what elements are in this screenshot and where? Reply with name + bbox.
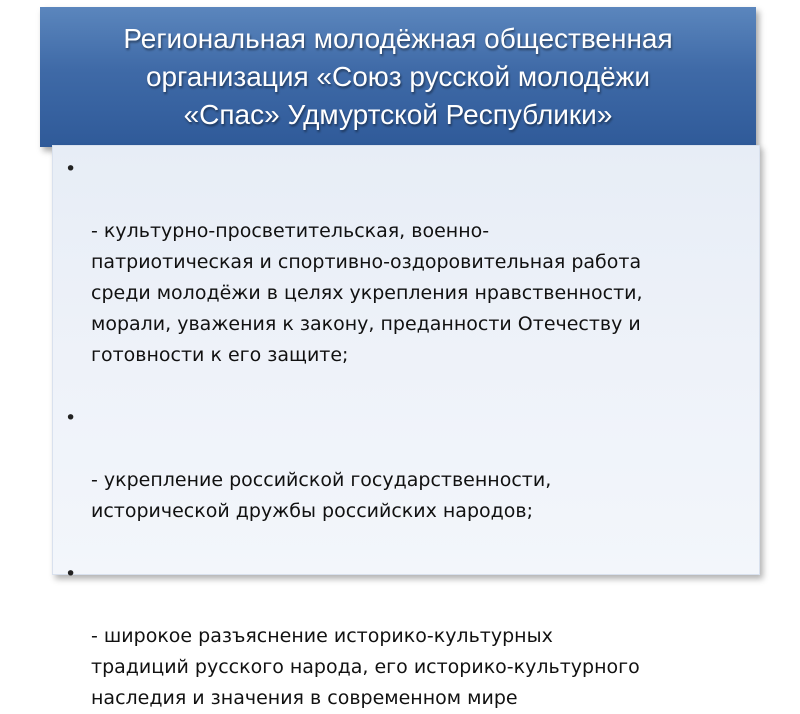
bullet-icon: • xyxy=(65,158,77,180)
bullet-text: - укрепление российской государственности, исторической дружбы российских народов; xyxy=(91,469,552,522)
bullet-text: - культурно-просветительская, военно- патриотическая и спортивно-оздоровительная работа среди молодёжи в целях укрепления нравственности, морали, уважения к закону, преданности Отечеству и готовности к его защите; xyxy=(91,220,643,366)
bullet-text: - широкое разъяснение историко-культурных традиций русского народа, его историко-культурного наследия и значения в современном мире xyxy=(91,625,640,709)
slide-title: Региональная молодёжная общественная организация «Союз русской молодёжи «Спас» Удмуртской Республики» xyxy=(123,23,673,130)
bullet-icon: • xyxy=(65,563,77,585)
bullet-item-3 xyxy=(65,559,739,714)
content-panel xyxy=(52,145,760,709)
bullet-list xyxy=(53,146,759,714)
bullet-item-1 xyxy=(65,154,739,371)
bullet-item-2 xyxy=(65,403,739,527)
title-banner xyxy=(40,7,756,147)
bullet-icon: • xyxy=(65,407,77,429)
